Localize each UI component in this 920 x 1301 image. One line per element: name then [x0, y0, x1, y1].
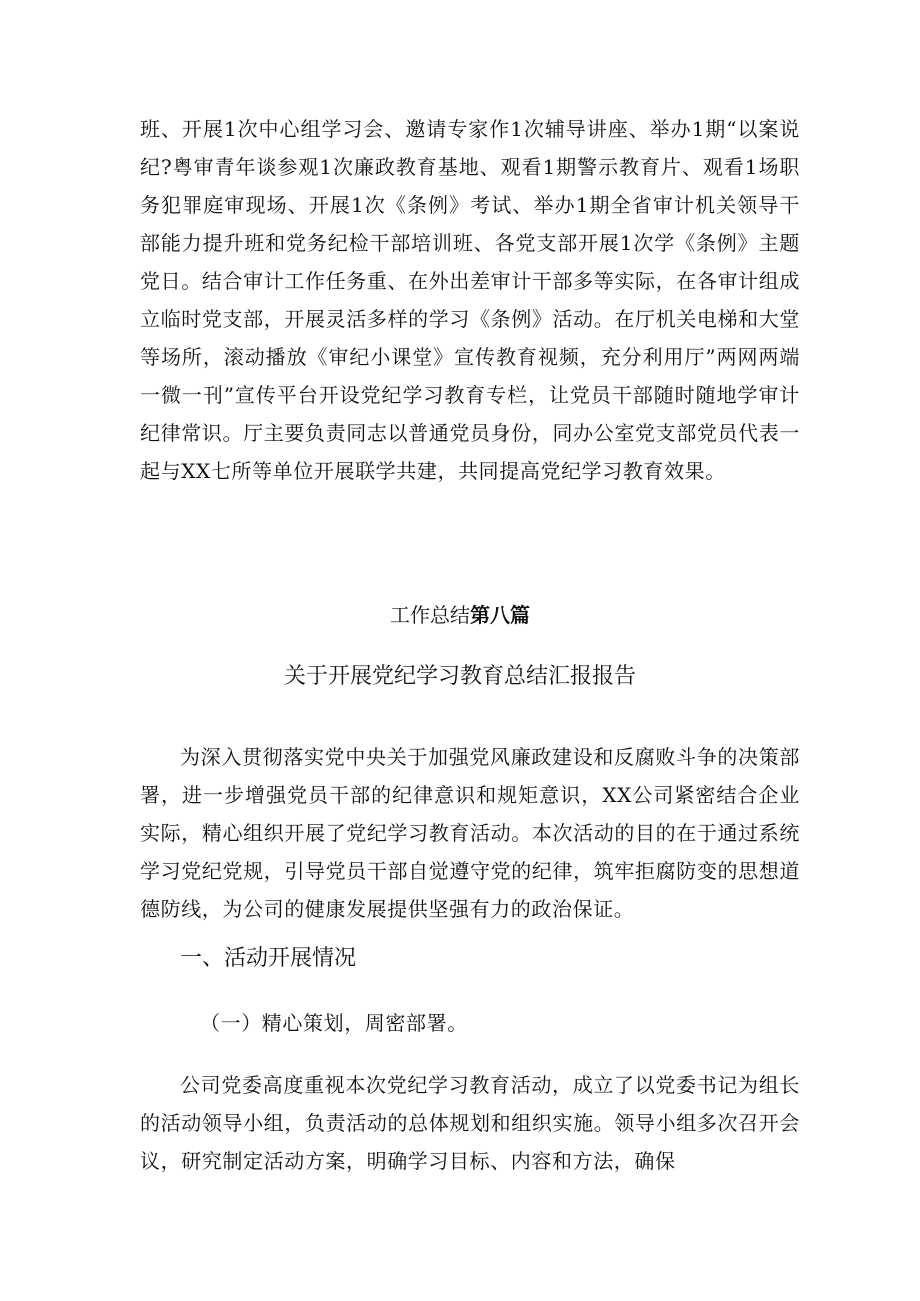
report-title: 关于开展党纪学习教育总结汇报报告 — [283, 664, 636, 689]
subsection-heading: （一）精心策划，周密部署。 — [200, 1011, 468, 1035]
section-heading: 一、活动开展情况 — [180, 946, 357, 971]
continuation-paragraph: 班、开展1次中心组学习会、邀请专家作1次辅导讲座、举办1期“以案说纪?粤审青年谈参观1次廉政教育基地、观看1期警示教育片、观看1场职务犯罪庭审现场、开展1次《条例》考试、举办1期全省审计机关领导干部能力提升班和党务纪检干部培训班、各党支部开展1次学《条例》主题党日。结合审计工作任务重、在外出差审计干部多等实际，在各审计组成立临时党支部，开展灵活多样的学习《条例》活动。在厅机关电梯和大堂等场所，滚动播放《审纪小课堂》宣传教育视频，充分利用厅”两网两端一微一刊”宣传平台开设党纪学习教育专栏，让党员干部随时随地学审计纪律常识。厅主要负责同志以普通党员身份，同办公室党支部党员代表一起与XX七所等单位开展联学共建，共同提高党纪学习教育效果。 — [140, 117, 800, 483]
body-paragraph: 公司党委高度重视本次党纪学习教育活动，成立了以党委书记为组长的活动领导小组，负责活动的总体规划和组织实施。领导小组多次召开会议，研究制定活动方案，明确学习目标、内容和方法，确保 — [140, 1073, 800, 1173]
part-heading-suffix: 第八篇 — [470, 603, 530, 627]
part-heading-prefix: 工作总结 — [390, 603, 470, 627]
intro-paragraph: 为深入贯彻落实党中央关于加强党风廉政建设和反腐败斗争的决策部署，进一步增强党员干部的纪律意识和规矩意识，XX公司紧密结合企业实际，精心组织开展了党纪学习教育活动。本次活动的目的在于通过系统学习党纪党规，引导党员干部自觉遵守党的纪律，筑牢拒腐防变的思想道德防线，为公司的健康发展提供坚强有力的政治保证。 — [140, 745, 800, 921]
part-heading — [0, 600, 920, 630]
